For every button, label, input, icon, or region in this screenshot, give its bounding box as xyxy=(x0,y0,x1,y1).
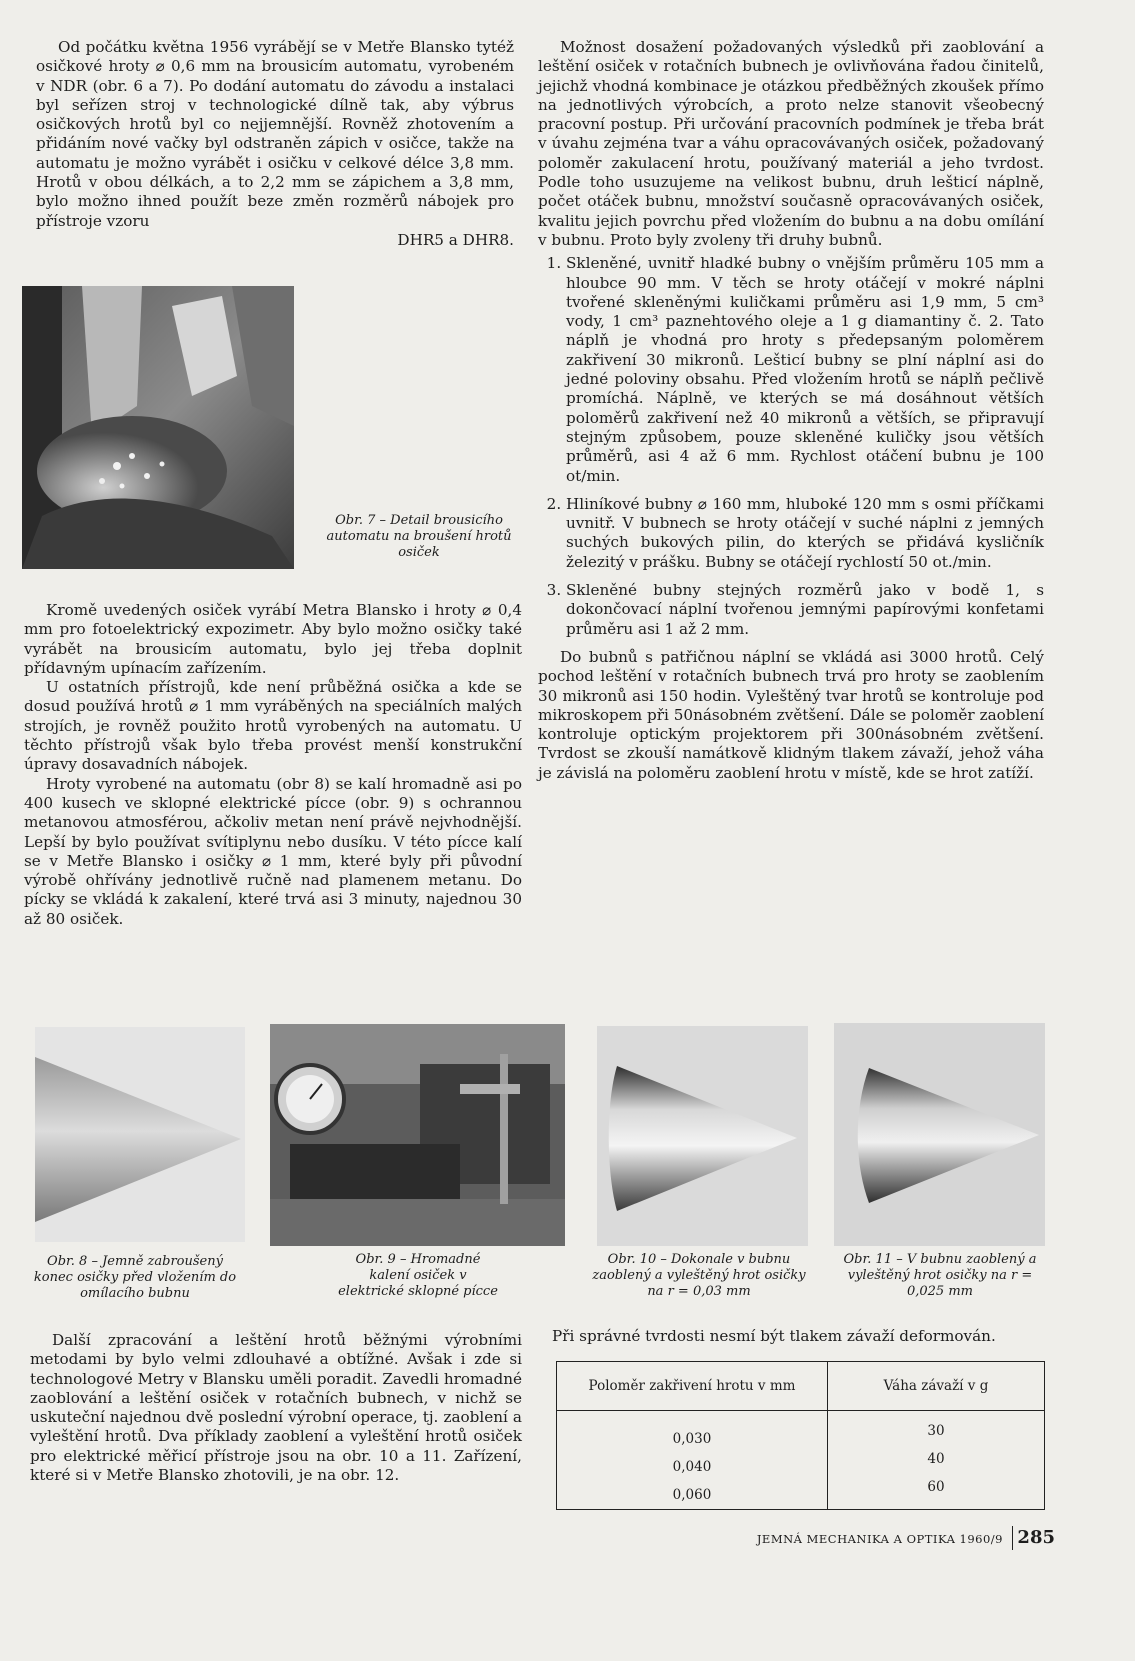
weight-value: 40 xyxy=(927,1451,945,1467)
paragraph: Možnost dosažení požadovaných výsledků při zaoblování a leštění osiček v rotačních bubnech je ovlivňována řadou činitelů, jejichž vhodná kombinace je otázkou předběžných zkoušek přímo na jednotlivých výrobcích, a proto nelze stanovit všeobecný pracovní postup. Při určování pracovních podmínek je třeba brát v úvahu zejména tvar a váhu opracovávaných osiček, požadovaný poloměr zakulacení hrotu, používaný materiál a jeho tvrdost. Podle toho usuzujeme na velikost bubnu, druh lešticí náplně, počet otáček bubnu, množství současně opracovávaných osiček, kvalitu jejich povrchu před vložením do bubnu a na dobu omílání v bubnu. Proto byly zvoleny tři druhy bubnů. xyxy=(538,38,1044,249)
figure-7-caption: Obr. 7 – Detail brousicího automatu na broušení hrotů osiček xyxy=(326,513,512,560)
figure-11-photo xyxy=(834,1023,1045,1246)
hardness-table xyxy=(556,1361,1045,1510)
table-header-row xyxy=(557,1362,1045,1411)
radius-value: 0,030 xyxy=(672,1431,712,1447)
figure-8-photo xyxy=(35,1027,245,1242)
list-item: 3. Skleněné bubny stejných rozměrů jako v bodě 1, s dokončovací náplní tvořenou jemnými papírovými konfetami průměru asi 1 až 2 mm. xyxy=(566,581,1044,639)
page-number: 285 xyxy=(1017,1527,1055,1548)
paragraph: Od počátku května 1956 vyrábějí se v Metře Blansko tytéž osičkové hroty ⌀ 0,6 mm na brousicím automatu, vyrobeném v NDR (obr. 6 a 7). Po dodání automatu do závodu a instalaci byl seřízen stroj v technologické dílně tak, aby výbrus osičkových hrotů byl co nejjemnější. Rovněž zhotovením a přidáním nové vačky byl odstraněn zápich v osičce, takže na automatu je možno vyrábět i osičku v celkové délce 3,8 mm. Hrotů v obou délkách, a to 2,2 mm se zápichem a 3,8 mm, bylo možno ihned použít beze změn rozměrů nábojek pro přístroje vzoru xyxy=(36,38,514,230)
table-intro xyxy=(552,1327,1052,1346)
figure-10-caption: Obr. 10 – Dokonale v bubnu zaoblený a vyleštěný hrot osičky na r = 0,03 mm xyxy=(592,1252,806,1299)
figure-10-photo xyxy=(597,1026,808,1246)
radius-value: 0,040 xyxy=(672,1459,712,1475)
drum-types-list xyxy=(538,254,1044,639)
radius-value: 0,060 xyxy=(672,1487,712,1503)
figure-11-caption: Obr. 11 – V bubnu zaoblený a vyleštěný hrot osičky na r = 0,025 mm xyxy=(843,1252,1037,1299)
paragraph: Při správné tvrdosti nesmí být tlakem závaží deformován. xyxy=(552,1327,996,1345)
left-column-bottom xyxy=(30,1331,522,1485)
right-column xyxy=(538,38,1044,783)
left-column-top xyxy=(36,38,514,250)
weight-value: 60 xyxy=(927,1479,945,1495)
paragraph: Kromě uvedených osiček vyrábí Metra Blansko i hroty ⌀ 0,4 mm pro fotoelektrický expozimetr. Aby bylo možno osičky také vyrábět na brousicím automatu, bylo jej třeba doplnit přídavným upínacím zařízením. xyxy=(24,601,522,677)
table-cell-radius xyxy=(557,1411,828,1510)
page-footer xyxy=(730,1524,1055,1552)
journal-name: JEMNÁ MECHANIKA A OPTIKA 1960/9 xyxy=(756,1532,1003,1546)
list-item: 1. Skleněné, uvnitř hladké bubny o vnějším průměru 105 mm a hloubce 90 mm. V těch se hroty otáčejí v mokré náplni tvořené skleněnými kuličkami průměru asi 1,9 mm, 5 cm³ vody, 1 cm³ paznehtového oleje a 1 g diamantiny č. 2. Tato náplň je vhodná pro hroty s předepsaným poloměrem zakřivení 30 mikronů. Lešticí bubny se plní náplní asi do jedné poloviny obsahu. Před vložením hrotů se náplň pečlivě promíchá. Náplně, ve kterých se má dosáhnout větších poloměrů zakřivení než 40 mikronů a větších, se připravují stejným způsobem, pouze skleněné kuličky jsou větších průměrů, asi 4 až 6 mm. Rychlost otáčení bubnu je 100 ot/min. xyxy=(566,254,1044,486)
left-column-middle xyxy=(24,601,522,929)
table-row xyxy=(557,1411,1045,1510)
figure-9-photo xyxy=(270,1024,565,1246)
table-header-radius: Poloměr zakřivení hrotu v mm xyxy=(557,1362,828,1411)
paragraph: Další zpracování a leštění hrotů běžnými výrobními metodami by bylo velmi zdlouhavé a obtížné. Avšak i zde si technologové Metry v Blansku uměli poradit. Zavedli hromadné zaoblování a leštění osiček v rotačních bubnech, v nichž se uskuteční najednou dvě poslední výrobní operace, tj. zaoblení a vyleštění hrotů. Dva příklady zaoblení a vyleštění hrotů osiček pro elektrické měřicí přístroje jsou na obr. 10 a 11. Zařízení, které si v Metře Blansko zhotovili, je na obr. 12. xyxy=(30,1331,522,1485)
figure-7-photo xyxy=(22,286,294,569)
paragraph: U ostatních přístrojů, kde není průběžná osička a kde se dosud používá hrotů ⌀ 1 mm vyráběných na speciálních malých strojích, je rovněž použito hrotů vyrobených na automatu. U těchto přístrojů však bylo třeba provést menší konstrukční úpravy dosavadních nábojek. xyxy=(24,678,522,774)
paragraph-end: DHR5 a DHR8. xyxy=(397,230,514,249)
paragraph: Hroty vyrobené na automatu (obr 8) se kalí hromadně asi po 400 kusech ve sklopné elektrické pícce (obr. 9) s ochrannou metanovou atmosférou, ačkoliv metan není právě nejvhodnější. Lepší by bylo používat svítiplynu nebo dusíku. V této pícce kalí se v Metře Blansko i osičky ⌀ 1 mm, které byly při původní výrobě ohřívány jednotlivě ručně nad plamenem metanu. Do pícky se vkládá k zakalení, které trvá asi 3 minuty, najednou 30 až 80 osiček. xyxy=(24,774,522,928)
figure-8-caption: Obr. 8 – Jemně zabroušený konec osičky před vložením do omílacího bubnu xyxy=(33,1254,237,1301)
list-item: 2. Hliníkové bubny ⌀ 160 mm, hluboké 120 mm s osmi příčkami uvnitř. V bubnech se hroty otáčejí v suché náplni z jemných suchých bukových pilin, do kterých se přidává kysličník železitý v prášku. Bubny se otáčejí rychlostí 50 ot./min. xyxy=(566,495,1044,572)
table-header-weight: Váha závaží v g xyxy=(828,1362,1045,1411)
paragraph: Do bubnů s patřičnou náplní se vkládá asi 3000 hrotů. Celý pochod leštění v rotačních bubnech trvá pro hroty se zaoblením 30 mikronů asi 150 hodin. Vyleštěný tvar hrotů se kontroluje pod mikroskopem při 50násobném zvětšení. Dále se poloměr zaoblení kontroluje optickým projektorem při 300násobném zvětšení. Tvrdost se zkouší namátkově klidným tlakem závaží, jehož váha je závislá na poloměru zaoblení hrotu v místě, kde se hrot zatíží. xyxy=(538,647,1044,782)
weight-value: 30 xyxy=(927,1423,945,1439)
footer-divider xyxy=(1012,1526,1013,1550)
figure-9-caption: Obr. 9 – Hromadné kalení osiček v elektrické sklopné pícce xyxy=(338,1252,498,1299)
table-cell-weight xyxy=(828,1411,1045,1510)
